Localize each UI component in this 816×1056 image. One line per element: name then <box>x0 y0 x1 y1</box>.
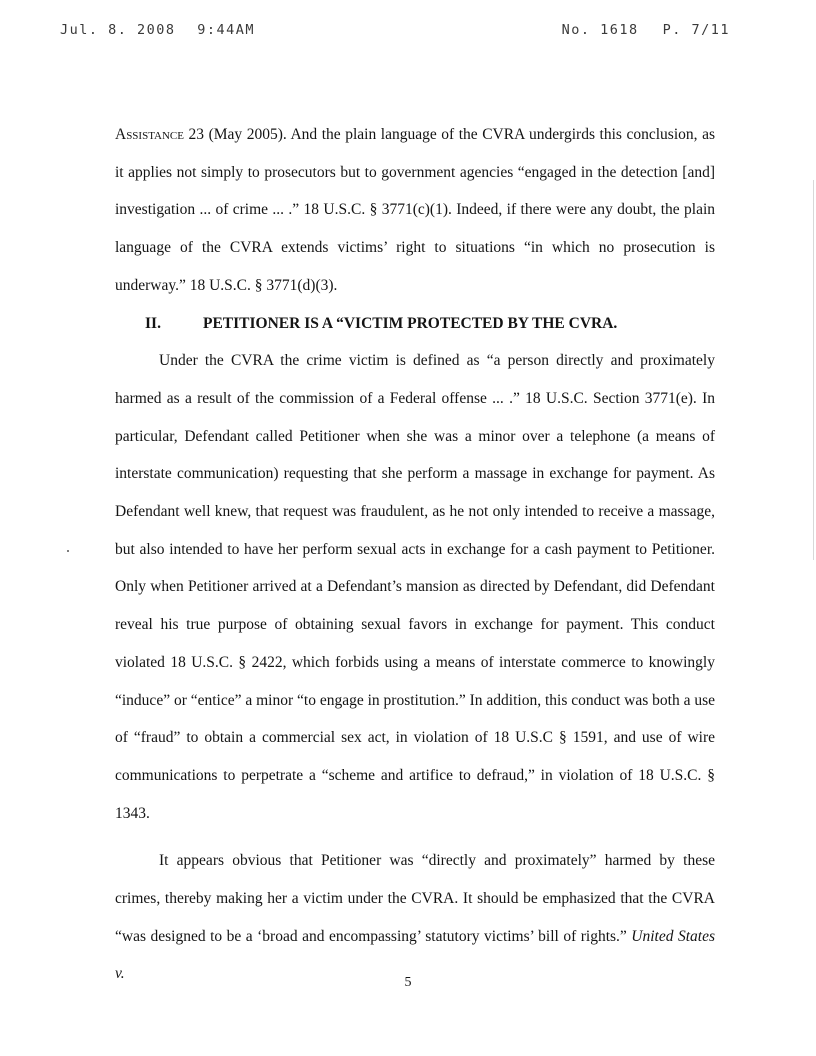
paragraph-victim-definition: Under the CVRA the crime victim is defined as “a person directly and proximately harmed as a result of the commission of a Federal offense ... .” 18 U.S.C. Section 3771(e). In particular, Defendant called Petitioner when she was a minor over a telephone (a means of interstate communication) requesting that she perform a massage in exchange for payment. As Defendant well knew, that request was fraudulent, as he not only intended to receive a massage, but also intended to have her perform sexual acts in exchange for a cash payment to Petitioner. Only when Petitioner arrived at a Defendant’s mansion as directed by Defendant, did Defendant reveal his true purpose of obtaining sexual favors in exchange for payment. This conduct violated 18 U.S.C. § 2422, which forbids using a means of interstate commerce to knowingly “induce” or “entice” a minor “to engage in prostitution.” In addition, this conduct was both a use of “fraud” to obtain a commercial sex act, in violation of 18 U.S.C § 1591, and use of wire communications to perpetrate a “scheme and artifice to defraud,” in violation of 18 U.S.C. § 1343. <box>115 352 716 822</box>
page-number: 5 <box>404 975 412 990</box>
scan-speck <box>67 550 69 552</box>
fax-number: No. 1618 <box>561 22 639 38</box>
section-title: PETITIONER IS A “VICTIM PROTECTED BY THE CVRA. <box>203 314 618 332</box>
fax-page-info <box>562 22 730 38</box>
fax-date: Jul. 8. 2008 <box>60 22 176 38</box>
document-body <box>115 116 715 993</box>
fax-time: 9:44AM <box>197 22 255 38</box>
paragraph-text: It appears obvious that Petitioner was “directly and proximately” harmed by these crimes, thereby making her a victim under the CVRA. It should be emphasized that the CVRA “was designed to be a ‘broad and encompassing’ statutory victims’ bill of rights.” <box>115 852 715 945</box>
paragraph-continuation <box>115 116 715 305</box>
scan-edge-line <box>813 180 814 560</box>
fax-header <box>0 22 816 42</box>
smallcaps-lead: Assistance <box>115 126 184 143</box>
fax-datetime <box>60 22 255 38</box>
fax-page-count: P. 7/11 <box>662 22 730 38</box>
case-citation: United States v. <box>115 927 716 983</box>
section-number: II. <box>145 314 161 332</box>
paragraph-text: 23 (May 2005). And the plain language of the CVRA undergirds this conclusion, as it applies not simply to prosecutors but to government agencies “engaged in the detection [and] investigation ... of crime ... .” 18 U.S.C. § 3771(c)(1). Indeed, if there were any doubt, the plain language of the CVRA extends victims’ right to situations “in which no prosecution is underway.” 18 U.S.C. § 3771(d)(3). <box>115 126 715 294</box>
paragraph-conclusion <box>115 842 715 993</box>
section-heading <box>115 305 715 343</box>
